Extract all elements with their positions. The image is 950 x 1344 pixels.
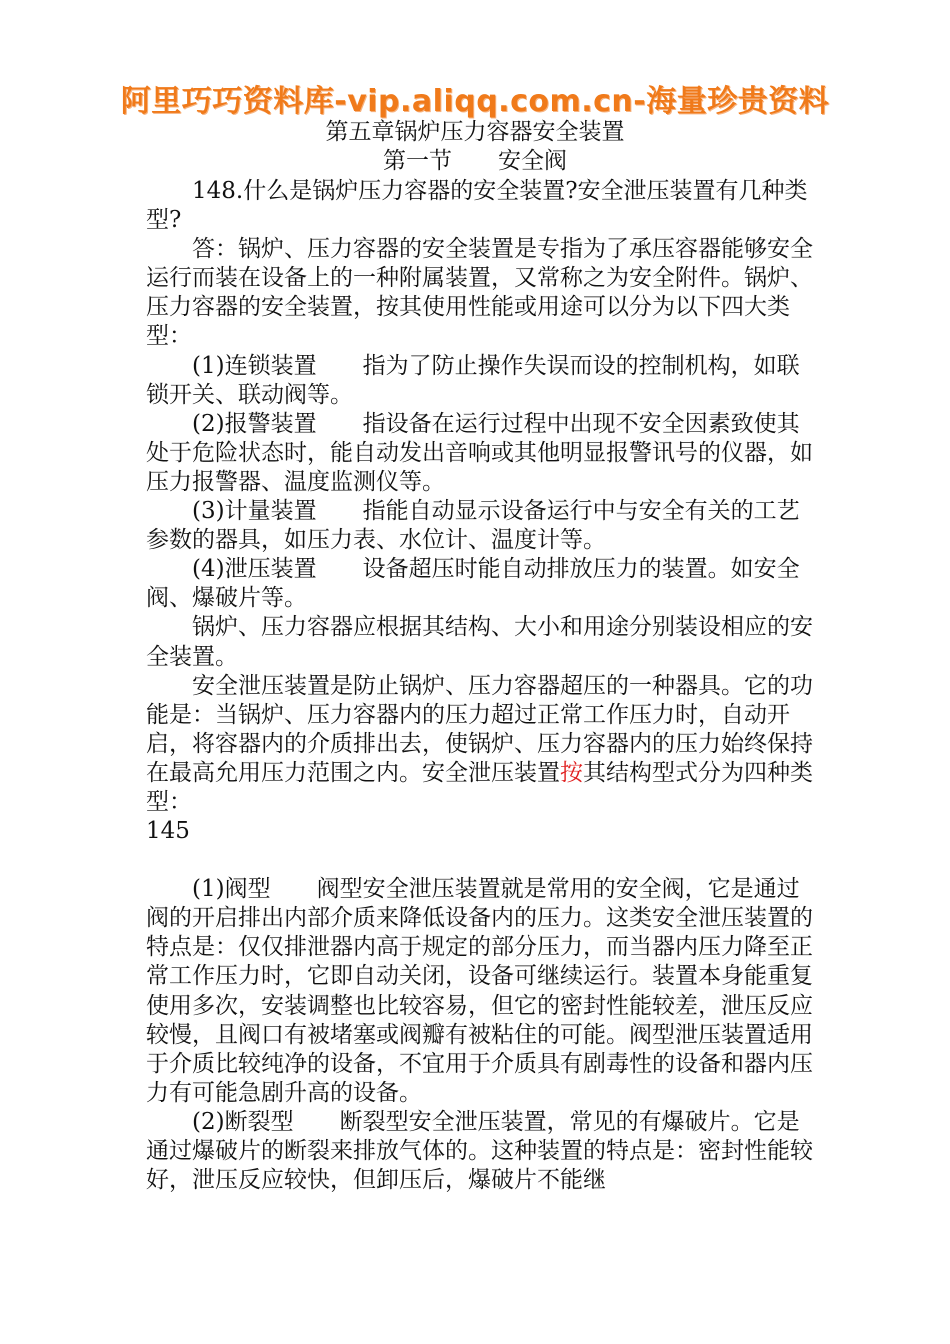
document-body (146, 177, 814, 1195)
install-paragraph: 锅炉、压力容器应根据其结构、大小和用途分别装设相应的安全装置。 (146, 614, 813, 670)
watermark-banner: 阿里巧巧资料库-vip.aliqq.com.cn-海量珍贵资料 (120, 84, 830, 119)
section-title: 第一节 安全阀 (383, 148, 567, 174)
list-item-alarm: (2)报警装置 指设备在运行过程中出现不安全因素致使其处于危险状态时，能自动发出音响或其他明显报警讯号的仪器，如压力报警器、温度监测仪等。 (146, 410, 813, 495)
answer-intro: 答：锅炉、压力容器的安全装置是专指为了承压容器能够安全运行而装在设备上的一种附属装置，又常称之为安全附件。锅炉、压力容器的安全装置，按其使用性能或用途可以分为以下四大类型： (146, 236, 813, 350)
highlighted-char: 按 (560, 759, 583, 786)
relief-text-2: 其结构型式分为四种类型： (146, 759, 813, 815)
page-break-gap (146, 846, 814, 875)
type-rupture: (2)断裂型 断裂型安全泄压装置，常见的有爆破片。它是通过爆破片的断裂来排放气体的。这种装置的特点是：密封性能较好，泄压反应较快，但卸压后，爆破片不能继 (146, 1108, 813, 1194)
chapter-title: 第五章锅炉压力容器安全装置 (325, 119, 625, 145)
page-number: 145 (146, 818, 190, 845)
list-item-relief: (4)泄压装置 设备超压时能自动排放压力的装置。如安全阀、爆破片等。 (146, 556, 800, 612)
relief-text-1: 安全泄压装置是防止锅炉、压力容器超压的一种器具。它的功能是：当锅炉、压力容器内的压力超过正常工作压力时，自动开启，将容器内的介质排出去，使锅炉、压力容器内的压力始终保持在最高允用压力范围之内。安全泄压装置 (146, 672, 813, 786)
relief-paragraph (146, 672, 814, 817)
list-item-interlock: (1)连锁装置 指为了防止操作失误而设的控制机构，如联锁开关、联动阀等。 (146, 352, 800, 408)
question-148: 148.什么是锅炉压力容器的安全装置?安全泄压装置有几种类型? (146, 178, 808, 234)
list-item-metering: (3)计量装置 指能自动显示设备运行中与安全有关的工艺参数的器具，如压力表、水位计、温度计等。 (146, 498, 800, 554)
type-valve: (1)阀型 阀型安全泄压装置就是常用的安全阀，它是通过阀的开启排出内部介质来降低设备内的压力。这类安全泄压装置的特点是：仅仅排泄器内高于规定的部分压力，而当器内压力降至正常工作压力时，它即自动关闭，设备可继续运行。装置本身能重复使用多次，安装调整也比较容易，但它的密封性能较差，泄压反应较慢，且阀口有被堵塞或阀瓣有被粘住的可能。阀型泄压装置适用于介质比较纯净的设备，不宜用于介质具有剧毒性的设备和器内压力有可能急剧升高的设备。 (146, 876, 813, 1106)
